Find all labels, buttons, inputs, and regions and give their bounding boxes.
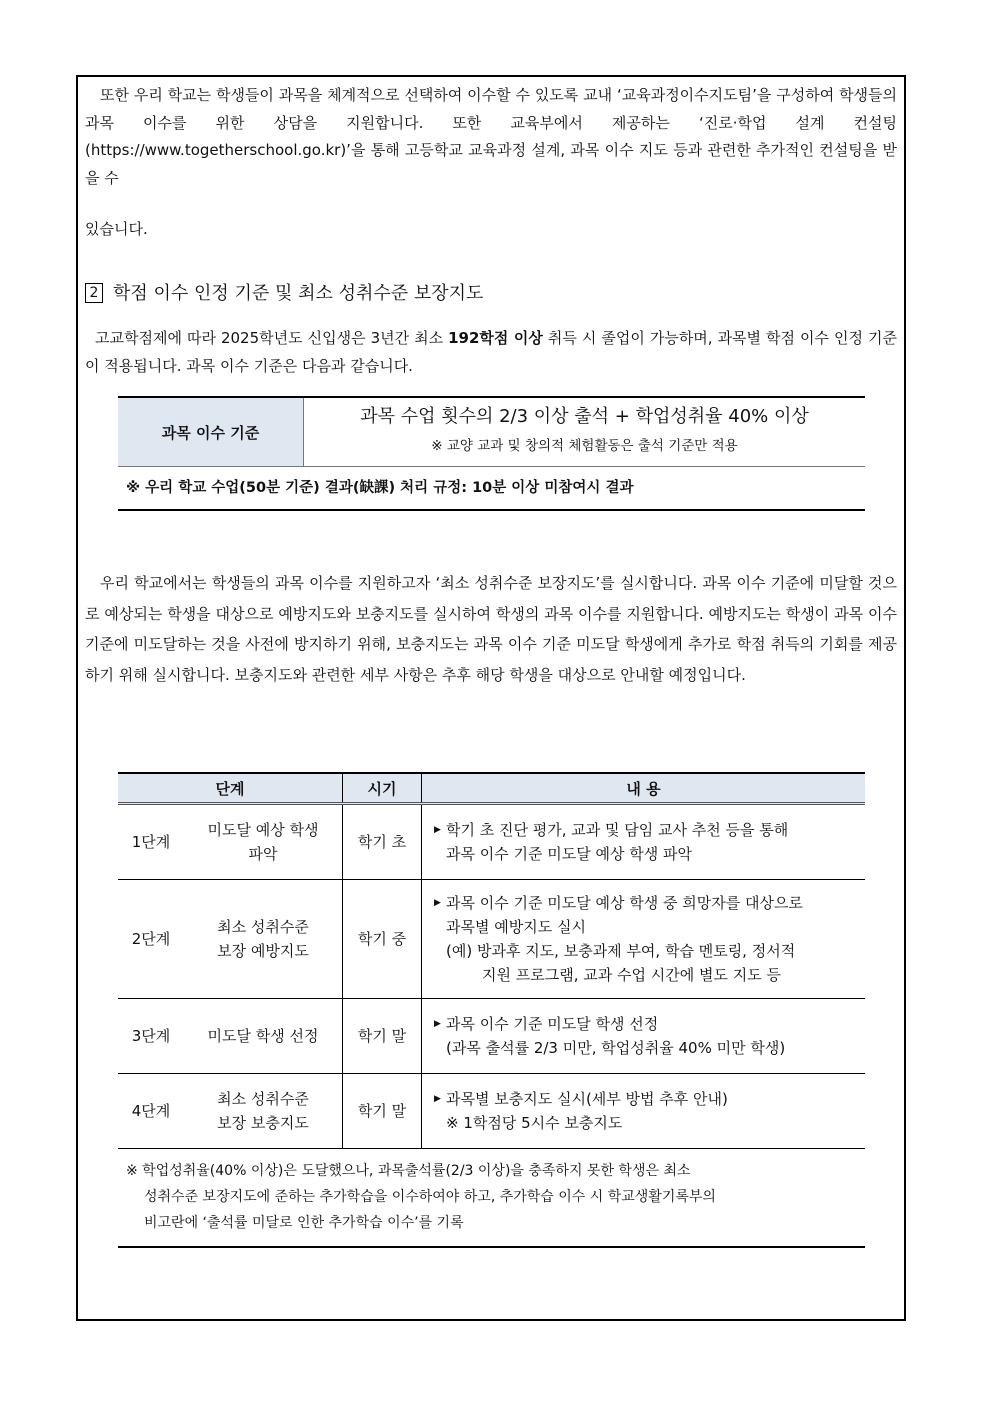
stage-number: 1단계	[131, 833, 171, 851]
credit-paragraph	[85, 325, 897, 380]
section-title	[85, 280, 483, 308]
table-row	[118, 880, 865, 999]
credit-text-a: 고교학점제에 따라 2025학년도 신입생은 3년간 최소	[95, 329, 449, 347]
content-cell: ▶ 과목 이수 기준 미도달 학생 선정 (과목 출석률 2/3 미만, 학업성취율 40% 미만 학생)	[422, 999, 866, 1074]
triangle-bullet-icon: ▶	[434, 1019, 441, 1029]
stage-name: 최소 성취수준 보장 보충지도	[217, 1090, 309, 1132]
credit-bold: 192학점 이상	[448, 329, 543, 347]
time-cell: 학기 말	[343, 999, 422, 1074]
criteria-note: ※ 우리 학교 수업(50분 기준) 결과(缺課) 처리 규정: 10분 이상 미참여시 결과	[118, 467, 865, 511]
header-stage: 단계	[118, 773, 343, 804]
header-content: 내 용	[422, 773, 866, 804]
steps-table	[118, 772, 865, 1149]
header-time: 시기	[343, 773, 422, 804]
content-cell: ▶ 과목 이수 기준 미도달 예상 학생 중 희망자를 대상으로 과목별 예방지도 실시 (예) 방과후 지도, 보충과제 부여, 학습 멘토링, 정서적 지원 프로그램, 교과 수업 시간에 별도 지도 등	[422, 880, 866, 999]
stage-cell	[118, 1074, 343, 1149]
stage-number: 4단계	[131, 1102, 171, 1120]
stage-name: 최소 성취수준 보장 예방지도	[217, 918, 309, 960]
stage-number: 3단계	[131, 1027, 171, 1045]
section-title-text: 학점 이수 인정 기준 및 최소 성취수준 보장지도	[113, 283, 484, 304]
table-row	[118, 1074, 865, 1149]
table-note: ※ 학업성취율(40% 이상)은 도달했으나, 과목출석률(2/3 이상)을 충족하지 못한 학생은 최소 성취수준 보장지도에 준하는 추가학습을 이수하여야 하고, 추가학습 이수 시 학교생활기록부의 비고란에 ‘출석률 미달로 인한 추가학습 이수’를 기록	[118, 1158, 865, 1248]
time-cell: 학기 말	[343, 1074, 422, 1149]
steps-header-row	[118, 773, 865, 804]
stage-cell	[118, 999, 343, 1074]
stage-name: 미도달 예상 학생 파악	[207, 821, 319, 863]
intro-paragraph-end: 있습니다.	[85, 220, 148, 238]
criteria-body	[304, 398, 865, 466]
stage-cell	[118, 880, 343, 999]
stage-number: 2단계	[131, 930, 171, 948]
triangle-bullet-icon: ▶	[434, 1094, 441, 1104]
content-cell: ▶ 학기 초 진단 평가, 교과 및 담임 교사 추천 등을 통해 과목 이수 기준 미도달 예상 학생 파악	[422, 804, 866, 880]
triangle-bullet-icon: ▶	[434, 898, 441, 908]
criteria-main: 과목 수업 횟수의 2/3 이상 출석 + 학업성취율 40% 이상	[360, 406, 809, 427]
criteria-row	[118, 396, 865, 467]
stage-cell	[118, 804, 343, 880]
guidance-paragraph: 우리 학교에서는 학생들의 과목 이수를 지원하고자 ‘최소 성취수준 보장지도’를 실시합니다. 과목 이수 기준에 미달할 것으로 예상되는 학생을 대상으로 예방지도와 보충지도를 실시하여 학생의 과목 이수를 지원합니다. 예방지도는 학생이 과목 이수 기준에 미도달하는 것을 사전에 방지하기 위해, 보충지도는 과목 이수 기준 미도달 학생에게 추가로 학점 취득의 기회를 제공하기 위해 실시합니다. 보충지도와 관련한 세부 사항은 추후 해당 학생을 대상으로 안내할 예정입니다.	[85, 574, 897, 685]
time-cell: 학기 초	[343, 804, 422, 880]
triangle-bullet-icon: ▶	[434, 825, 441, 835]
section-number: 2	[85, 283, 103, 303]
stage-name: 미도달 학생 선정	[207, 1027, 319, 1045]
table-row	[118, 999, 865, 1074]
intro-paragraph: 또한 우리 학교는 학생들이 과목을 체계적으로 선택하여 이수할 수 있도록 교내 ‘교육과정이수지도팀’을 구성하여 학생들의 과목 이수를 위한 상담을 지원합니다. 또한 교육부에서 제공하는 ‘진로·학업 설계 컨설팅(https://www.togetherschool.go.kr)’을 통해 고등학교 교육과정 설계, 과목 이수 지도 등과 관련한 추가적인 컨설팅을 받을 수	[85, 86, 897, 187]
criteria-sub: ※ 교양 교과 및 창의적 체험활동은 출석 기준만 적용	[431, 438, 738, 454]
credit-text-b: 취득 시 졸업이 가능하며, 과목별 학점 이수 인정 기준이 적용됩니다. 과목 이수 기준은 다음과 같습니다.	[85, 329, 897, 375]
criteria-label: 과목 이수 기준	[118, 398, 304, 466]
content-cell: ▶ 과목별 보충지도 실시(세부 방법 추후 안내) ※ 1학점당 5시수 보충지도	[422, 1074, 866, 1149]
time-cell: 학기 중	[343, 880, 422, 999]
criteria-box	[118, 396, 865, 511]
table-row	[118, 804, 865, 880]
